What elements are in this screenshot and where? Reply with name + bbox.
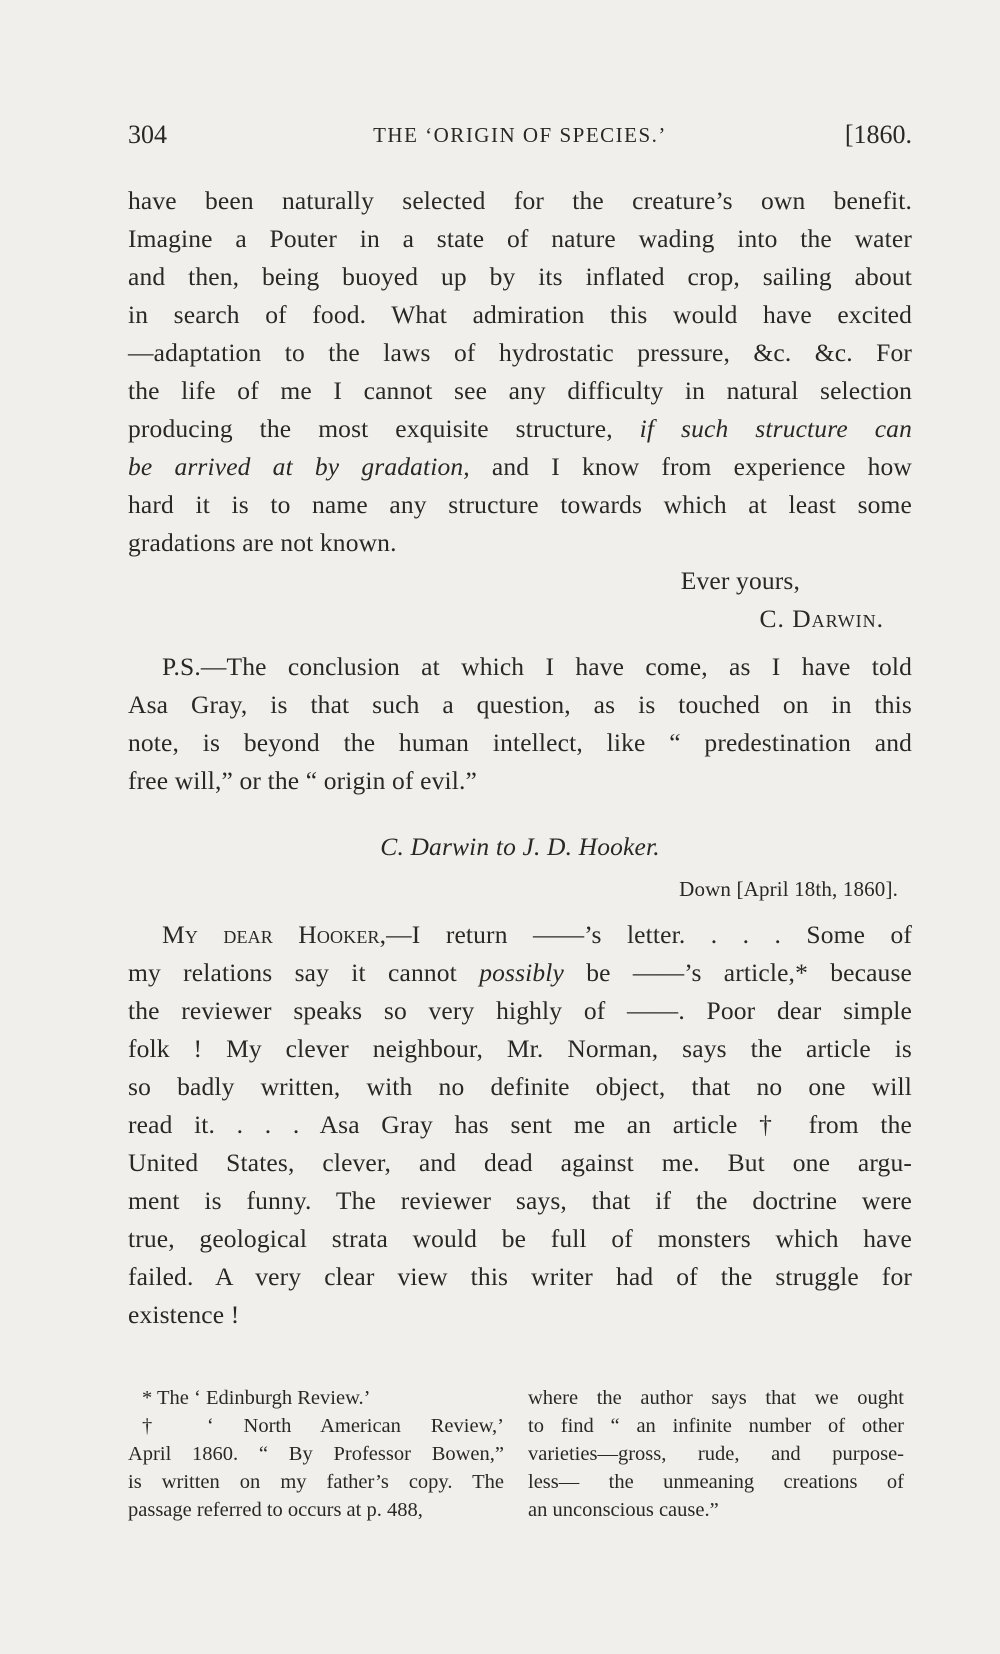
footnote-line: to find “ an infinite number of other xyxy=(528,1415,904,1437)
letter-dateline: Down [April 18th, 1860]. xyxy=(679,877,898,901)
text-line: Asa Gray, is that such a question, as is touched on in this xyxy=(128,690,912,719)
text-line: the reviewer speaks so very highly of ——. Poor dear simple xyxy=(128,996,912,1025)
text-line: —adaptation to the laws of hydrostatic pressure, &c. &c. For xyxy=(128,338,912,367)
footnote-line: varieties—gross, rude, and purpose- xyxy=(528,1443,904,1465)
text-line: gradations are not known. xyxy=(128,528,397,557)
text-line xyxy=(128,916,912,954)
footnote-line: * The ‘ Edinburgh Review.’ xyxy=(142,1387,371,1409)
text-line: P.S.—The conclusion at which I have come, as I have told xyxy=(162,652,912,681)
body-text xyxy=(128,182,912,1334)
text-line: existence ! xyxy=(128,1300,240,1329)
italic-text: possibly xyxy=(479,958,564,987)
letter-heading: C. Darwin to J. D. Hooker. xyxy=(380,832,660,861)
text-line: ment is funny. The reviewer says, that if the doctrine were xyxy=(128,1186,912,1215)
footnote-line: † ‘ North American Review,’ xyxy=(142,1415,504,1437)
text-line: so badly written, with no definite object, that no one will xyxy=(128,1072,912,1101)
salutation: My dear Hooker, xyxy=(162,920,387,949)
text-line: folk ! My clever neighbour, Mr. Norman, says the article is xyxy=(128,1034,912,1063)
text-line: the life of me I cannot see any difficulty in natural selection xyxy=(128,376,912,405)
footnote-line: an unconscious cause.” xyxy=(528,1499,719,1521)
footnote-column-left xyxy=(128,1384,504,1524)
text-segment: and I know from experience how xyxy=(491,452,912,481)
text-line: and then, being buoyed up by its inflated crop, sailing about xyxy=(128,262,912,291)
text-segment: —I return ——’s letter. . . . Some of xyxy=(386,920,912,949)
text-line: failed. A very clear view this writer had of the struggle for xyxy=(128,1262,912,1291)
text-line: free will,” or the “ origin of evil.” xyxy=(128,766,477,795)
running-year: [1860. xyxy=(844,120,912,149)
italic-text: if such structure can xyxy=(639,414,912,443)
footnote-column-right xyxy=(528,1384,904,1524)
text-segment: my relations say it cannot xyxy=(128,958,457,987)
text-segment: producing the most exquisite structure, xyxy=(128,414,613,443)
text-segment: be ——’s article,* because xyxy=(586,958,912,987)
running-head xyxy=(128,120,912,156)
italic-text: be arrived at by gradation, xyxy=(128,452,470,481)
postscript xyxy=(128,648,912,800)
text-line xyxy=(128,954,912,992)
footnote-line: where the author says that we ought xyxy=(528,1387,904,1409)
running-title: THE ‘ORIGIN OF SPECIES.’ xyxy=(373,123,667,147)
text-line: note, is beyond the human intellect, like “ predestination and xyxy=(128,728,912,757)
text-line: in search of food. What admiration this would have excited xyxy=(128,300,912,329)
text-line xyxy=(128,448,912,486)
letter-closing: Ever yours, xyxy=(680,566,800,595)
footnote-line: April 1860. “ By Professor Bowen,” xyxy=(128,1443,504,1465)
text-line: have been naturally selected for the creature’s own benefit. xyxy=(128,186,912,215)
signature: C. Darwin. xyxy=(759,604,884,633)
text-line: United States, clever, and dead against me. But one argu- xyxy=(128,1148,912,1177)
text-line: read it. . . . Asa Gray has sent me an article † from the xyxy=(128,1110,912,1139)
text-line xyxy=(128,410,912,448)
footnote-line: is written on my father’s copy. The xyxy=(128,1471,504,1493)
text-line: true, geological strata would be full of monsters which have xyxy=(128,1224,912,1253)
text-line: Imagine a Pouter in a state of nature wading into the water xyxy=(128,224,912,253)
text-line: hard it is to name any structure towards which at least some xyxy=(128,490,912,519)
page-number: 304 xyxy=(128,120,167,149)
footnote-line: passage referred to occurs at p. 488, xyxy=(128,1499,423,1521)
footnote-line: less— the unmeaning creations of xyxy=(528,1471,904,1493)
